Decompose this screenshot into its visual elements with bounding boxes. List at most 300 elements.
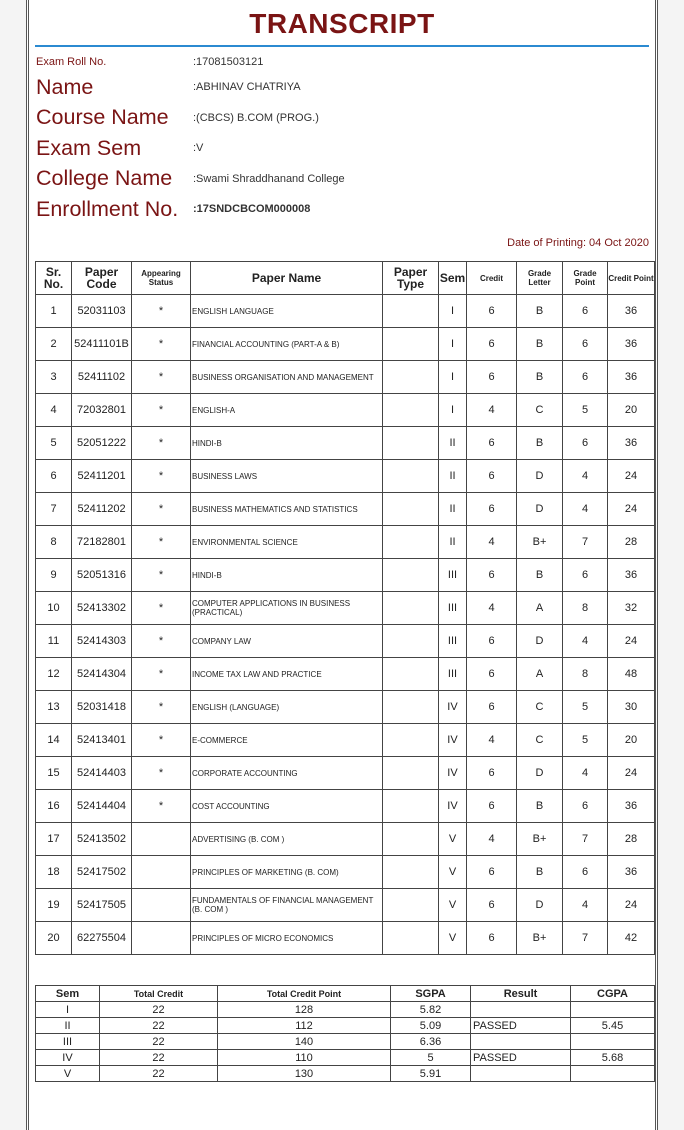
paper-code-cell: 52051316 bbox=[72, 559, 132, 592]
paper-row bbox=[36, 361, 655, 394]
course-label: Course Name bbox=[36, 105, 169, 130]
summary-header-row bbox=[36, 986, 655, 1002]
paper-code-cell: 52414304 bbox=[72, 658, 132, 691]
sem-cell: I bbox=[439, 394, 467, 427]
sem-cell: II bbox=[439, 427, 467, 460]
grade-letter-cell: D bbox=[517, 625, 563, 658]
sem-cell: IV bbox=[439, 757, 467, 790]
credit-cell: 4 bbox=[467, 823, 517, 856]
credit-cell: 6 bbox=[467, 790, 517, 823]
name-value: :ABHINAV CHATRIYA bbox=[193, 81, 301, 94]
paper-type-cell bbox=[383, 757, 439, 790]
appearing-status-cell: * bbox=[132, 427, 191, 460]
summary-cgpa-cell: 5.68 bbox=[571, 1050, 655, 1066]
credit-point-cell: 36 bbox=[608, 427, 655, 460]
paper-name-cell: COMPUTER APPLICATIONS IN BUSINESS (PRACTICAL) bbox=[191, 592, 383, 625]
paper-type-cell bbox=[383, 427, 439, 460]
paper-type-cell bbox=[383, 592, 439, 625]
grade-letter-cell: B bbox=[517, 361, 563, 394]
paper-code-cell: 52417502 bbox=[72, 856, 132, 889]
page-title: TRANSCRIPT bbox=[249, 8, 435, 39]
summary-cgpa-cell bbox=[571, 1002, 655, 1018]
credit-point-cell: 36 bbox=[608, 328, 655, 361]
paper-row bbox=[36, 460, 655, 493]
appearing-status-cell bbox=[132, 922, 191, 955]
course-row bbox=[36, 103, 636, 134]
credit-point-cell: 36 bbox=[608, 856, 655, 889]
sr-no-cell: 10 bbox=[36, 592, 72, 625]
college-label: College Name bbox=[36, 166, 173, 191]
appearing-status-cell: * bbox=[132, 328, 191, 361]
appearing-status-cell bbox=[132, 823, 191, 856]
summary-sgpa-cell: 5 bbox=[391, 1050, 471, 1066]
papers-header-row bbox=[36, 262, 655, 295]
paper-name-cell: ENGLISH-A bbox=[191, 394, 383, 427]
credit-cell: 6 bbox=[467, 493, 517, 526]
enrollment-row bbox=[36, 194, 636, 225]
summary-sgpa-cell: 5.91 bbox=[391, 1066, 471, 1082]
paper-code-cell: 52411201 bbox=[72, 460, 132, 493]
appearing-status-cell bbox=[132, 856, 191, 889]
exam-roll-value: :17081503121 bbox=[193, 56, 264, 68]
paper-name-cell: ENGLISH (LANGUAGE) bbox=[191, 691, 383, 724]
grade-point-cell: 6 bbox=[563, 328, 608, 361]
paper-code-cell: 52413401 bbox=[72, 724, 132, 757]
credit-point-cell: 30 bbox=[608, 691, 655, 724]
credit-point-cell: 24 bbox=[608, 460, 655, 493]
appearing-status-cell: * bbox=[132, 592, 191, 625]
sem-cell: IV bbox=[439, 790, 467, 823]
sem-cell: II bbox=[439, 526, 467, 559]
summary-cgpa-cell bbox=[571, 1066, 655, 1082]
summary-total-credit-point-cell: 128 bbox=[218, 1002, 391, 1018]
paper-name-cell: BUSINESS MATHEMATICS AND STATISTICS bbox=[191, 493, 383, 526]
paper-row bbox=[36, 691, 655, 724]
grade-letter-cell: C bbox=[517, 724, 563, 757]
sem-cell: III bbox=[439, 559, 467, 592]
paper-name-cell: INCOME TAX LAW AND PRACTICE bbox=[191, 658, 383, 691]
summary-header-total-credit: Total Credit bbox=[100, 986, 218, 1002]
credit-point-cell: 24 bbox=[608, 493, 655, 526]
summary-cgpa-cell bbox=[571, 1034, 655, 1050]
paper-name-cell: FINANCIAL ACCOUNTING (PART-A & B) bbox=[191, 328, 383, 361]
credit-cell: 6 bbox=[467, 361, 517, 394]
credit-point-cell: 36 bbox=[608, 361, 655, 394]
sem-cell: I bbox=[439, 328, 467, 361]
grade-point-cell: 6 bbox=[563, 559, 608, 592]
sr-no-cell: 5 bbox=[36, 427, 72, 460]
sem-cell: III bbox=[439, 658, 467, 691]
credit-point-cell: 24 bbox=[608, 757, 655, 790]
grade-point-cell: 4 bbox=[563, 625, 608, 658]
exam-roll-row bbox=[36, 52, 636, 72]
summary-total-credit-cell: 22 bbox=[100, 1034, 218, 1050]
summary-table bbox=[35, 985, 655, 1082]
paper-type-cell bbox=[383, 658, 439, 691]
paper-row bbox=[36, 427, 655, 460]
summary-header-result: Result bbox=[471, 986, 571, 1002]
exam-sem-value: :V bbox=[193, 142, 204, 155]
transcript-page bbox=[26, 0, 658, 1130]
grade-point-cell: 7 bbox=[563, 922, 608, 955]
paper-row bbox=[36, 790, 655, 823]
header-sem: Sem bbox=[439, 262, 467, 295]
paper-name-cell: FUNDAMENTALS OF FINANCIAL MANAGEMENT (B. COM ) bbox=[191, 889, 383, 922]
summary-row bbox=[36, 1018, 655, 1034]
paper-row bbox=[36, 922, 655, 955]
credit-point-cell: 42 bbox=[608, 922, 655, 955]
header-sr-no: Sr. No. bbox=[36, 262, 72, 295]
appearing-status-cell: * bbox=[132, 724, 191, 757]
paper-row bbox=[36, 889, 655, 922]
paper-code-cell: 52417505 bbox=[72, 889, 132, 922]
appearing-status-cell: * bbox=[132, 658, 191, 691]
paper-name-cell: PRINCIPLES OF MICRO ECONOMICS bbox=[191, 922, 383, 955]
enrollment-value: :17SNDCBCOM000008 bbox=[193, 203, 311, 216]
grade-point-cell: 8 bbox=[563, 592, 608, 625]
paper-type-cell bbox=[383, 889, 439, 922]
grade-letter-cell: D bbox=[517, 493, 563, 526]
credit-cell: 6 bbox=[467, 922, 517, 955]
sr-no-cell: 13 bbox=[36, 691, 72, 724]
summary-result-cell bbox=[471, 1034, 571, 1050]
sem-cell: II bbox=[439, 460, 467, 493]
credit-cell: 6 bbox=[467, 295, 517, 328]
paper-type-cell bbox=[383, 625, 439, 658]
appearing-status-cell: * bbox=[132, 394, 191, 427]
summary-header-sgpa: SGPA bbox=[391, 986, 471, 1002]
paper-type-cell bbox=[383, 856, 439, 889]
sr-no-cell: 1 bbox=[36, 295, 72, 328]
grade-point-cell: 4 bbox=[563, 493, 608, 526]
sem-cell: IV bbox=[439, 724, 467, 757]
grade-point-cell: 4 bbox=[563, 757, 608, 790]
grade-point-cell: 6 bbox=[563, 361, 608, 394]
sr-no-cell: 11 bbox=[36, 625, 72, 658]
summary-total-credit-cell: 22 bbox=[100, 1066, 218, 1082]
name-row bbox=[36, 72, 636, 103]
paper-code-cell: 52414303 bbox=[72, 625, 132, 658]
summary-sem-cell: II bbox=[36, 1018, 100, 1034]
sr-no-cell: 2 bbox=[36, 328, 72, 361]
sr-no-cell: 3 bbox=[36, 361, 72, 394]
paper-type-cell bbox=[383, 526, 439, 559]
appearing-status-cell: * bbox=[132, 295, 191, 328]
paper-row bbox=[36, 724, 655, 757]
summary-row bbox=[36, 1002, 655, 1018]
grade-letter-cell: B bbox=[517, 559, 563, 592]
summary-body bbox=[36, 1002, 655, 1082]
paper-code-cell: 52031103 bbox=[72, 295, 132, 328]
paper-row bbox=[36, 856, 655, 889]
paper-name-cell: COMPANY LAW bbox=[191, 625, 383, 658]
grade-point-cell: 6 bbox=[563, 856, 608, 889]
grade-point-cell: 6 bbox=[563, 295, 608, 328]
grade-letter-cell: B+ bbox=[517, 526, 563, 559]
sr-no-cell: 6 bbox=[36, 460, 72, 493]
paper-code-cell: 52413502 bbox=[72, 823, 132, 856]
summary-sgpa-cell: 6.36 bbox=[391, 1034, 471, 1050]
summary-total-credit-point-cell: 140 bbox=[218, 1034, 391, 1050]
sr-no-cell: 19 bbox=[36, 889, 72, 922]
name-label: Name bbox=[36, 74, 94, 99]
credit-point-cell: 48 bbox=[608, 658, 655, 691]
grade-point-cell: 4 bbox=[563, 889, 608, 922]
credit-cell: 4 bbox=[467, 724, 517, 757]
student-info bbox=[36, 52, 636, 225]
credit-cell: 6 bbox=[467, 691, 517, 724]
paper-row bbox=[36, 823, 655, 856]
sr-no-cell: 7 bbox=[36, 493, 72, 526]
paper-row bbox=[36, 658, 655, 691]
sem-cell: III bbox=[439, 625, 467, 658]
print-date: Date of Printing: 04 Oct 2020 bbox=[507, 237, 649, 249]
grade-letter-cell: B bbox=[517, 427, 563, 460]
paper-code-cell: 62275504 bbox=[72, 922, 132, 955]
grade-letter-cell: C bbox=[517, 394, 563, 427]
summary-sgpa-cell: 5.09 bbox=[391, 1018, 471, 1034]
summary-sem-cell: III bbox=[36, 1034, 100, 1050]
grade-letter-cell: D bbox=[517, 757, 563, 790]
grade-letter-cell: B bbox=[517, 856, 563, 889]
sr-no-cell: 18 bbox=[36, 856, 72, 889]
paper-row bbox=[36, 328, 655, 361]
paper-row bbox=[36, 757, 655, 790]
credit-cell: 6 bbox=[467, 757, 517, 790]
paper-row bbox=[36, 625, 655, 658]
paper-name-cell: ADVERTISING (B. COM ) bbox=[191, 823, 383, 856]
sr-no-cell: 12 bbox=[36, 658, 72, 691]
summary-total-credit-cell: 22 bbox=[100, 1002, 218, 1018]
sem-cell: V bbox=[439, 922, 467, 955]
paper-type-cell bbox=[383, 328, 439, 361]
paper-type-cell bbox=[383, 361, 439, 394]
grade-letter-cell: A bbox=[517, 658, 563, 691]
sr-no-cell: 20 bbox=[36, 922, 72, 955]
credit-cell: 6 bbox=[467, 856, 517, 889]
credit-point-cell: 28 bbox=[608, 526, 655, 559]
paper-name-cell: HINDI-B bbox=[191, 427, 383, 460]
header-credit: Credit bbox=[467, 262, 517, 295]
summary-row bbox=[36, 1050, 655, 1066]
appearing-status-cell: * bbox=[132, 526, 191, 559]
header-paper-type: Paper Type bbox=[383, 262, 439, 295]
course-value: :(CBCS) B.COM (PROG.) bbox=[193, 111, 319, 124]
summary-result-cell bbox=[471, 1002, 571, 1018]
sem-cell: V bbox=[439, 856, 467, 889]
paper-row bbox=[36, 295, 655, 328]
paper-name-cell: ENGLISH LANGUAGE bbox=[191, 295, 383, 328]
paper-code-cell: 72032801 bbox=[72, 394, 132, 427]
paper-code-cell: 52051222 bbox=[72, 427, 132, 460]
paper-type-cell bbox=[383, 295, 439, 328]
header-appearing-status: Appearing Status bbox=[132, 262, 191, 295]
grade-point-cell: 4 bbox=[563, 460, 608, 493]
paper-row bbox=[36, 592, 655, 625]
paper-code-cell: 52031418 bbox=[72, 691, 132, 724]
title-divider bbox=[35, 45, 649, 47]
summary-result-cell bbox=[471, 1066, 571, 1082]
grade-letter-cell: D bbox=[517, 460, 563, 493]
sem-cell: V bbox=[439, 823, 467, 856]
paper-type-cell bbox=[383, 724, 439, 757]
paper-row bbox=[36, 526, 655, 559]
credit-point-cell: 28 bbox=[608, 823, 655, 856]
credit-point-cell: 36 bbox=[608, 790, 655, 823]
header-credit-point: Credit Point bbox=[608, 262, 655, 295]
paper-type-cell bbox=[383, 559, 439, 592]
paper-code-cell: 52411101B bbox=[72, 328, 132, 361]
sr-no-cell: 16 bbox=[36, 790, 72, 823]
summary-header-cgpa: CGPA bbox=[571, 986, 655, 1002]
credit-cell: 4 bbox=[467, 592, 517, 625]
credit-point-cell: 36 bbox=[608, 559, 655, 592]
exam-sem-row bbox=[36, 133, 636, 164]
grade-point-cell: 7 bbox=[563, 526, 608, 559]
sr-no-cell: 14 bbox=[36, 724, 72, 757]
credit-point-cell: 24 bbox=[608, 625, 655, 658]
grade-point-cell: 5 bbox=[563, 691, 608, 724]
grade-letter-cell: B+ bbox=[517, 922, 563, 955]
appearing-status-cell: * bbox=[132, 790, 191, 823]
paper-name-cell: COST ACCOUNTING bbox=[191, 790, 383, 823]
summary-total-credit-point-cell: 130 bbox=[218, 1066, 391, 1082]
summary-total-credit-point-cell: 110 bbox=[218, 1050, 391, 1066]
sr-no-cell: 4 bbox=[36, 394, 72, 427]
paper-row bbox=[36, 493, 655, 526]
credit-point-cell: 20 bbox=[608, 724, 655, 757]
header-paper-name: Paper Name bbox=[191, 262, 383, 295]
college-row bbox=[36, 164, 636, 195]
summary-row bbox=[36, 1034, 655, 1050]
summary-result-cell: PASSED bbox=[471, 1018, 571, 1034]
summary-total-credit-cell: 22 bbox=[100, 1018, 218, 1034]
papers-table bbox=[35, 261, 655, 955]
paper-row bbox=[36, 559, 655, 592]
sr-no-cell: 8 bbox=[36, 526, 72, 559]
paper-code-cell: 52414403 bbox=[72, 757, 132, 790]
appearing-status-cell: * bbox=[132, 757, 191, 790]
sem-cell: I bbox=[439, 361, 467, 394]
paper-name-cell: E-COMMERCE bbox=[191, 724, 383, 757]
papers-body bbox=[36, 295, 655, 955]
credit-cell: 6 bbox=[467, 658, 517, 691]
grade-point-cell: 6 bbox=[563, 790, 608, 823]
sr-no-cell: 17 bbox=[36, 823, 72, 856]
sem-cell: IV bbox=[439, 691, 467, 724]
grade-letter-cell: B bbox=[517, 790, 563, 823]
paper-type-cell bbox=[383, 823, 439, 856]
paper-code-cell: 52411102 bbox=[72, 361, 132, 394]
credit-cell: 6 bbox=[467, 460, 517, 493]
sem-cell: III bbox=[439, 592, 467, 625]
credit-point-cell: 36 bbox=[608, 295, 655, 328]
paper-type-cell bbox=[383, 460, 439, 493]
paper-type-cell bbox=[383, 922, 439, 955]
credit-cell: 6 bbox=[467, 625, 517, 658]
college-value: :Swami Shraddhanand College bbox=[193, 172, 345, 185]
appearing-status-cell: * bbox=[132, 493, 191, 526]
summary-sem-cell: I bbox=[36, 1002, 100, 1018]
summary-result-cell: PASSED bbox=[471, 1050, 571, 1066]
summary-sem-cell: V bbox=[36, 1066, 100, 1082]
grade-letter-cell: A bbox=[517, 592, 563, 625]
header-grade-point: Grade Point bbox=[563, 262, 608, 295]
summary-total-credit-cell: 22 bbox=[100, 1050, 218, 1066]
appearing-status-cell bbox=[132, 889, 191, 922]
grade-letter-cell: B+ bbox=[517, 823, 563, 856]
paper-name-cell: CORPORATE ACCOUNTING bbox=[191, 757, 383, 790]
exam-sem-label: Exam Sem bbox=[36, 135, 142, 160]
summary-sgpa-cell: 5.82 bbox=[391, 1002, 471, 1018]
grade-point-cell: 5 bbox=[563, 724, 608, 757]
credit-cell: 4 bbox=[467, 394, 517, 427]
paper-type-cell bbox=[383, 691, 439, 724]
sem-cell: I bbox=[439, 295, 467, 328]
summary-header-total-credit-point: Total Credit Point bbox=[218, 986, 391, 1002]
credit-point-cell: 32 bbox=[608, 592, 655, 625]
appearing-status-cell: * bbox=[132, 559, 191, 592]
summary-row bbox=[36, 1066, 655, 1082]
grade-point-cell: 7 bbox=[563, 823, 608, 856]
grade-point-cell: 8 bbox=[563, 658, 608, 691]
summary-cgpa-cell: 5.45 bbox=[571, 1018, 655, 1034]
paper-code-cell: 52411202 bbox=[72, 493, 132, 526]
grade-letter-cell: C bbox=[517, 691, 563, 724]
grade-letter-cell: B bbox=[517, 295, 563, 328]
sem-cell: II bbox=[439, 493, 467, 526]
paper-row bbox=[36, 394, 655, 427]
header-paper-code: Paper Code bbox=[72, 262, 132, 295]
sr-no-cell: 15 bbox=[36, 757, 72, 790]
grade-point-cell: 6 bbox=[563, 427, 608, 460]
appearing-status-cell: * bbox=[132, 361, 191, 394]
summary-total-credit-point-cell: 112 bbox=[218, 1018, 391, 1034]
grade-letter-cell: B bbox=[517, 328, 563, 361]
paper-code-cell: 52413302 bbox=[72, 592, 132, 625]
header-grade-letter: Grade Letter bbox=[517, 262, 563, 295]
summary-sem-cell: IV bbox=[36, 1050, 100, 1066]
paper-type-cell bbox=[383, 790, 439, 823]
credit-cell: 6 bbox=[467, 889, 517, 922]
paper-name-cell: BUSINESS LAWS bbox=[191, 460, 383, 493]
exam-roll-label: Exam Roll No. bbox=[36, 56, 107, 68]
grade-letter-cell: D bbox=[517, 889, 563, 922]
credit-point-cell: 24 bbox=[608, 889, 655, 922]
grade-point-cell: 5 bbox=[563, 394, 608, 427]
credit-cell: 6 bbox=[467, 427, 517, 460]
paper-code-cell: 52414404 bbox=[72, 790, 132, 823]
credit-point-cell: 20 bbox=[608, 394, 655, 427]
appearing-status-cell: * bbox=[132, 691, 191, 724]
paper-name-cell: PRINCIPLES OF MARKETING (B. COM) bbox=[191, 856, 383, 889]
credit-cell: 6 bbox=[467, 559, 517, 592]
paper-name-cell: BUSINESS ORGANISATION AND MANAGEMENT bbox=[191, 361, 383, 394]
enrollment-label: Enrollment No. bbox=[36, 196, 179, 221]
appearing-status-cell: * bbox=[132, 625, 191, 658]
credit-cell: 4 bbox=[467, 526, 517, 559]
sem-cell: V bbox=[439, 889, 467, 922]
credit-cell: 6 bbox=[467, 328, 517, 361]
paper-name-cell: HINDI-B bbox=[191, 559, 383, 592]
sr-no-cell: 9 bbox=[36, 559, 72, 592]
paper-code-cell: 72182801 bbox=[72, 526, 132, 559]
paper-name-cell: ENVIRONMENTAL SCIENCE bbox=[191, 526, 383, 559]
appearing-status-cell: * bbox=[132, 460, 191, 493]
summary-header-sem: Sem bbox=[36, 986, 100, 1002]
paper-type-cell bbox=[383, 394, 439, 427]
paper-type-cell bbox=[383, 493, 439, 526]
